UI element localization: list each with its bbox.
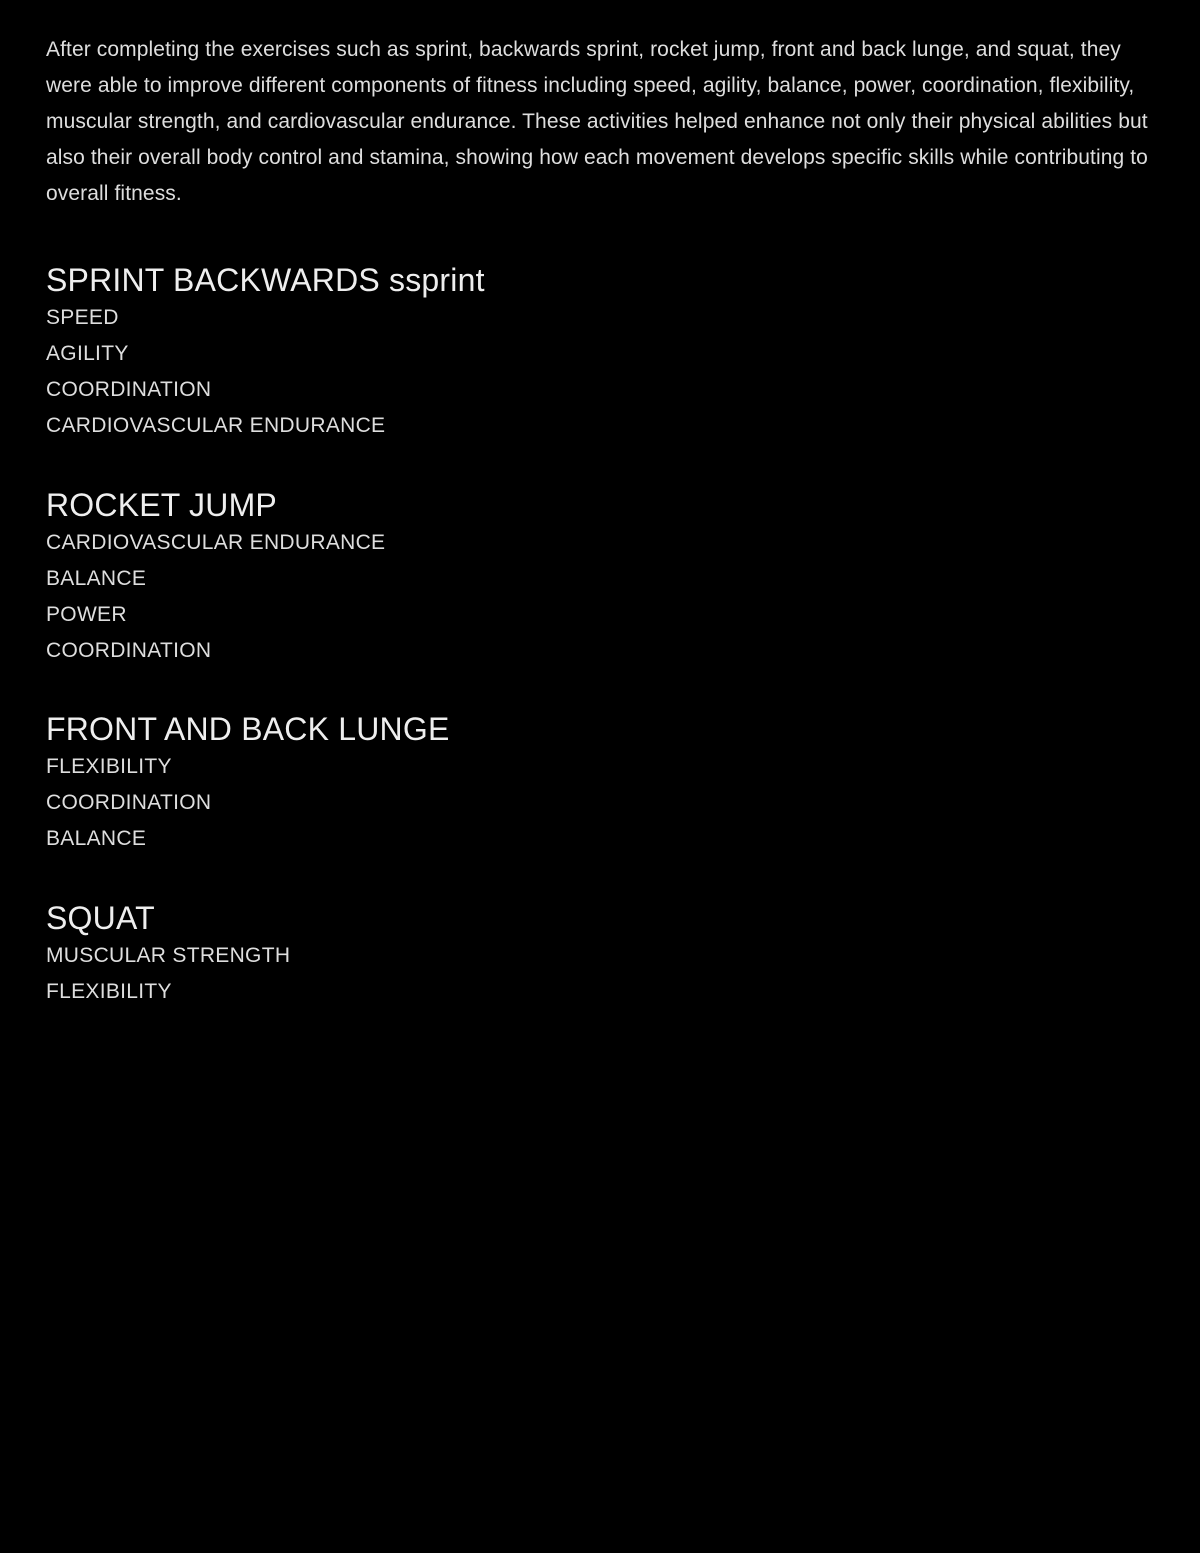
component-list <box>46 749 1154 857</box>
section-sprint-backwards <box>46 260 1154 444</box>
component-list <box>46 938 1154 1010</box>
list-item: MUSCULAR STRENGTH <box>46 944 291 967</box>
section-title: SQUAT <box>46 900 155 936</box>
list-item: CARDIOVASCULAR ENDURANCE <box>46 531 386 554</box>
list-item: COORDINATION <box>46 639 212 662</box>
section-title: ROCKET JUMP <box>46 487 277 523</box>
section-rocket-jump <box>46 485 1154 669</box>
list-item: BALANCE <box>46 567 147 590</box>
list-item: FLEXIBILITY <box>46 755 172 778</box>
list-item: SPEED <box>46 306 119 329</box>
list-item: BALANCE <box>46 827 147 850</box>
section-title: SPRINT BACKWARDS ssprint <box>46 262 485 298</box>
list-item: COORDINATION <box>46 378 212 401</box>
section-title: FRONT AND BACK LUNGE <box>46 711 450 747</box>
section-squat <box>46 898 1154 1010</box>
list-item: FLEXIBILITY <box>46 980 172 1003</box>
list-item: COORDINATION <box>46 791 212 814</box>
list-item: POWER <box>46 603 127 626</box>
section-front-and-back-lunge <box>46 709 1154 857</box>
intro-paragraph: After completing the exercises such as sprint, backwards sprint, rocket jump, front and back lunge, and squat, they were able to improve different components of fitness including speed, agility, balance, power, coordination, flexibility, muscular strength, and cardiovascular endurance. These activities helped enhance not only their physical abilities but also their overall body control and stamina, showing how each movement develops specific skills while contributing to overall fitness. <box>46 38 1148 205</box>
component-list <box>46 300 1154 444</box>
list-item: AGILITY <box>46 342 129 365</box>
list-item: CARDIOVASCULAR ENDURANCE <box>46 414 386 437</box>
component-list <box>46 525 1154 669</box>
